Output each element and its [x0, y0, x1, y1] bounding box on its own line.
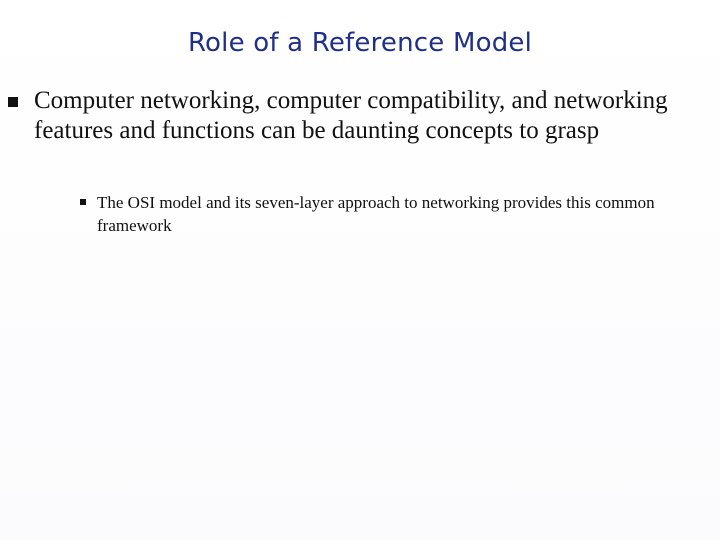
bullet-text-level-2: The OSI model and its seven-layer approach to networking provides this common framework: [97, 193, 655, 235]
bullet-item-level-2: [80, 191, 700, 237]
square-bullet-icon: [8, 97, 18, 107]
slide-title: Role of a Reference Model: [187, 28, 533, 58]
square-bullet-icon: [80, 199, 86, 205]
bullet-item-level-1: [8, 86, 708, 146]
bullet-text-level-1: Computer networking, computer compatibility, and networking features and functions can be daunting concepts to grasp: [34, 87, 668, 144]
